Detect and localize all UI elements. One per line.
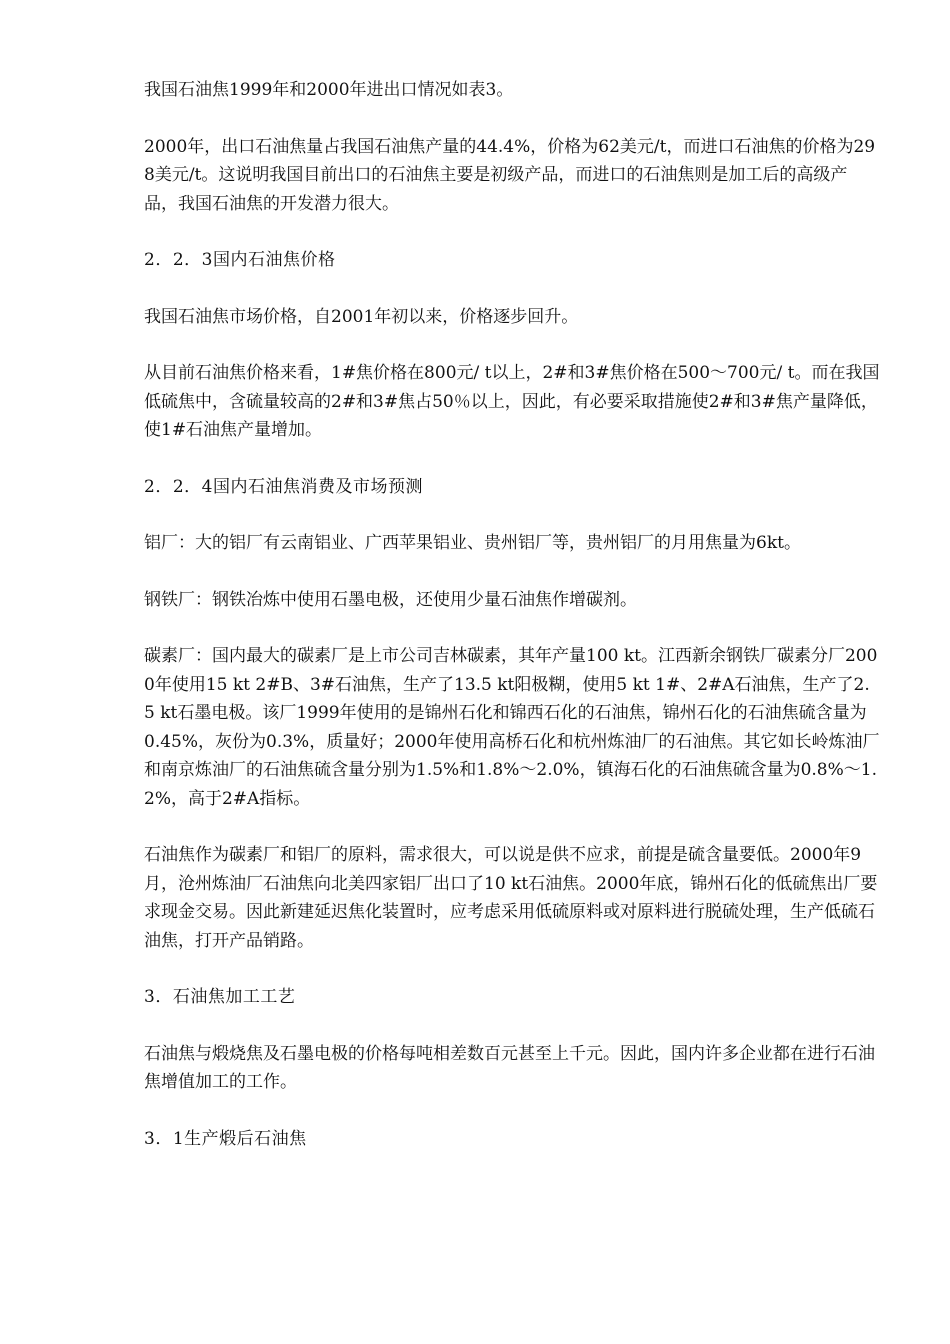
section-heading-2-2-4: 2．2．4国内石油焦消费及市场预测 bbox=[144, 476, 423, 497]
paragraph-market-price: 我国石油焦市场价格，自2001年初以来，价格逐步回升。 bbox=[144, 306, 579, 327]
section-heading-3: 3．石油焦加工工艺 bbox=[144, 987, 296, 1007]
section-heading-3-1: 3．1生产煅后石油焦 bbox=[144, 1128, 307, 1149]
document-body bbox=[144, 76, 880, 1181]
paragraph-grade-prices: 从目前石油焦价格来看，1#焦价格在800元/ t以上，2#和3#焦价格在500～700元/ t。而在我国低硫焦中，含硫量较高的2#和3#焦占50％以上，因此，有必要采取措施使2#和3#焦产量降低，使1#石油焦产量增加。 bbox=[144, 363, 880, 440]
paragraph-import-export-intro: 我国石油焦1999年和2000年进出口情况如表3。 bbox=[144, 80, 514, 100]
section-heading-2-2-3: 2．2．3国内石油焦价格 bbox=[144, 250, 336, 270]
paragraph-steel-plants: 钢铁厂：钢铁冶炼中使用石墨电极，还使用少量石油焦作增碳剂。 bbox=[144, 589, 637, 610]
paragraph-export-ratio: 2000年，出口石油焦量占我国石油焦产量的44.4%，价格为62美元/t，而进口石油焦的价格为298美元/t。这说明我国目前出口的石油焦主要是初级产品，而进口的石油焦则是加工后的高级产品，我国石油焦的开发潜力很大。 bbox=[144, 136, 876, 214]
paragraph-demand-outlook: 石油焦作为碳素厂和铝厂的原料，需求很大，可以说是供不应求，前提是硫含量要低。2000年9月，沧州炼油厂石油焦向北美四家铝厂出口了10 kt石油焦。2000年底，锦州石化的低硫焦出厂要求现金交易。因此新建延迟焦化装置时，应考虑采用低硫原料或对原料进行脱硫处理，生产低硫石油焦，打开产品销路。 bbox=[144, 845, 878, 951]
paragraph-value-added-processing: 石油焦与煅烧焦及石墨电极的价格每吨相差数百元甚至上千元。因此，国内许多企业都在进行石油焦增值加工的工作。 bbox=[144, 1043, 875, 1092]
paragraph-aluminum-plants: 铝厂：大的铝厂有云南铝业、广西苹果铝业、贵州铝厂等，贵州铝厂的月用焦量为6kt。 bbox=[144, 533, 801, 553]
paragraph-carbon-plants: 碳素厂：国内最大的碳素厂是上市公司吉林碳素，其年产量100 kt。江西新余钢铁厂碳素分厂2000年使用15 kt 2#B、3#石油焦，生产了13.5 kt阳极糊，使用5 kt 1#、2#A石油焦，生产了2.5 kt石墨电极。该厂1999年使用的是锦州石化和锦西石化的石油焦，锦州石化的石油焦硫含量为0.45%，灰份为0.3%，质量好；2000年使用高桥石化和杭州炼油厂的石油焦。其它如长岭炼油厂和南京炼油厂的石油焦硫含量分别为1.5%和1.8%～2.0%，镇海石化的石油焦硫含量为0.8%～1.2%，高于2#A指标。 bbox=[144, 646, 880, 809]
